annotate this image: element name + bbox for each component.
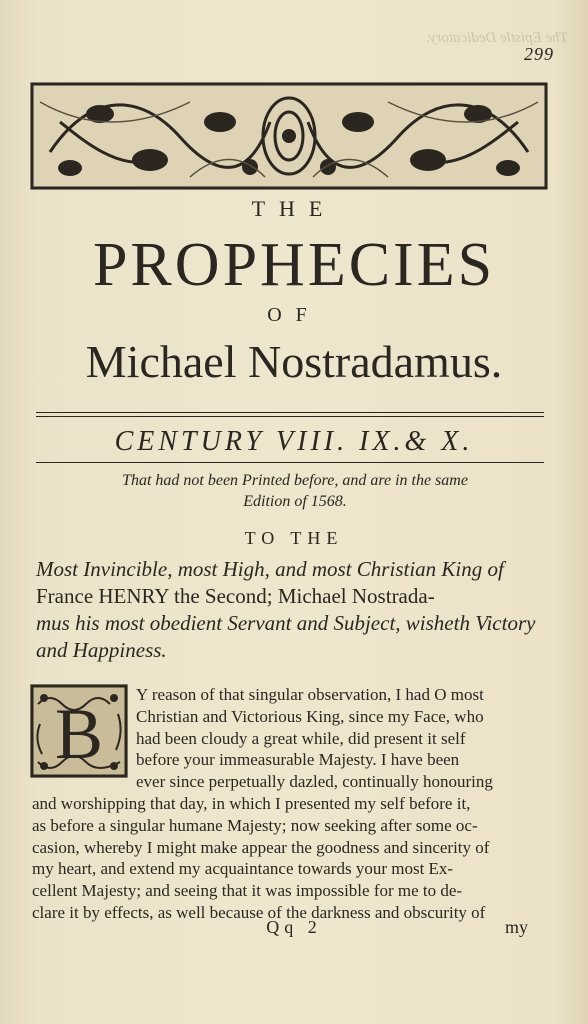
body-line: and worshipping that day, in which I presented my self before it,	[32, 793, 471, 813]
dedication-line: Most Invincible, most High, and most Christian King of	[36, 557, 504, 581]
edition-note-line: That had not been Printed before, and are in the same	[122, 472, 468, 489]
author-name: Michael Nostradamus.	[85, 336, 503, 387]
signature-mark: Qq 2	[266, 917, 322, 937]
heading-of: OF	[267, 304, 321, 326]
body-line: as before a singular humane Majesty; now seeking after some oc-	[32, 815, 478, 835]
century-rule	[36, 462, 544, 463]
body-line: clare it by effects, as well because of the darkness and obscurity of	[32, 902, 486, 922]
body-line: my heart, and extend my acquaintance towards your most Ex-	[32, 859, 454, 879]
top-rule-thin	[36, 416, 544, 417]
to-the-heading: TO THE	[244, 528, 344, 548]
bleed-through-text: The Epistle Dedicatory.	[425, 30, 568, 46]
page-number: 299	[524, 44, 554, 64]
body-line: Y reason of that singular observation, I had O most	[136, 685, 484, 704]
body-line: ever since perpetually dazled, continually honouring	[136, 772, 493, 792]
heading-the: THE	[251, 196, 337, 221]
drop-capital-letter: B	[54, 694, 104, 774]
page-title: PROPHECIES	[92, 231, 496, 299]
edition-note-line: Edition of 1568.	[243, 493, 347, 510]
body-line: Christian and Victorious King, since my Face, who	[136, 706, 484, 726]
body-line: casion, whereby I might make appear the goodness and sincerity of	[32, 837, 490, 857]
body-line: had been cloudy a great while, did present it self	[136, 728, 466, 748]
body-line: before your immeasurable Majesty. I have been	[136, 750, 460, 770]
century-heading	[0, 426, 588, 458]
dedication-block	[36, 556, 536, 664]
edition-note	[60, 470, 530, 512]
top-rule	[36, 412, 544, 413]
dedication-line: and Happiness.	[36, 638, 167, 662]
century-label: CENTURY VIII. IX.& X.	[114, 426, 474, 457]
dedication-line: mus his most obedient Servant and Subject, wisheth Victory	[36, 611, 536, 635]
catchword: my	[504, 917, 528, 937]
body-line: cellent Majesty; and seeing that it was impossible for me to de-	[32, 881, 463, 901]
headpiece-ornament	[30, 82, 548, 190]
dedication-line: France HENRY the Second; Michael Nostrada-	[36, 584, 435, 608]
body-text	[32, 684, 528, 924]
